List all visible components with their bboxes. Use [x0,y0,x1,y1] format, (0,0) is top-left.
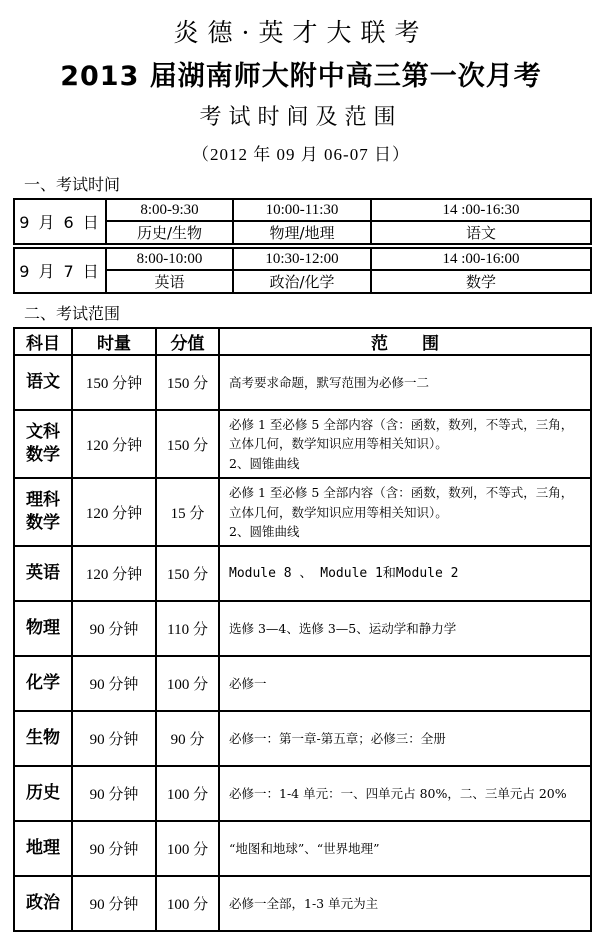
scope-line: 2、圆锥曲线 [229,455,300,471]
session-subject-cell: 数学 [371,270,591,293]
session-subject-cell: 英语 [106,270,233,293]
duration-cell: 150 分钟 [72,355,156,410]
scope-row-chemistry [14,656,591,711]
score-cell: 100 分 [156,766,219,821]
scope-row-geography [14,821,591,876]
subject-cell: 政治 [14,876,72,931]
duration-cell: 90 分钟 [72,601,156,656]
page-title-main: 2013 届湖南师大附中高三第一次月考 [60,61,542,92]
exam-date-cell: 9 月 6 日 [14,199,106,244]
subject-cell: 理科数学 [14,478,72,546]
scope-line: 选修 3—4、选修 3—5、运动学和静力学 [229,621,457,637]
scope-cell [219,601,591,656]
session-subject-cell: 物理/地理 [233,221,371,244]
scope-table [13,327,592,932]
score-cell: 100 分 [156,656,219,711]
header-score: 分值 [156,328,219,355]
score-cell: 150 分 [156,546,219,601]
scope-cell [219,711,591,766]
scope-cell [219,546,591,601]
subject-cell: 物理 [14,601,72,656]
session-time-cell: 8:00-10:00 [106,248,233,270]
duration-cell: 90 分钟 [72,711,156,766]
score-cell: 100 分 [156,876,219,931]
session-time-cell: 14 :00-16:00 [371,248,591,270]
exam-date-cell: 9 月 7 日 [14,248,106,293]
scope-line: 必修 1 至必修 5 全部内容（含：函数，数列，不等式，三角，立体几何，数学知识应用等相关知识）。 [229,417,574,452]
duration-cell: 90 分钟 [72,821,156,876]
scope-cell [219,355,591,410]
schedule-row-times [14,248,591,270]
scope-cell [219,656,591,711]
duration-cell: 120 分钟 [72,478,156,546]
score-cell: 150 分 [156,410,219,478]
duration-cell: 120 分钟 [72,546,156,601]
scope-cell [219,478,591,546]
session-time-cell: 10:00-11:30 [233,199,371,221]
scope-line: 2、圆锥曲线 [229,523,300,539]
section-exam-scope-label: 二、考试范围 [24,304,121,323]
scope-header-row [14,328,591,355]
scope-row-physics [14,601,591,656]
subject-cell: 地理 [14,821,72,876]
header-duration: 时量 [72,328,156,355]
scope-line: 必修一：1-4 单元：一、四单元占 80%，二、三单元占 20% [229,786,567,802]
subject-cell: 语文 [14,355,72,410]
scope-cell [219,766,591,821]
subject-cell: 生物 [14,711,72,766]
scope-line: 必修 1 至必修 5 全部内容（含：函数，数列，不等式，三角，立体几何，数学知识应用等相关知识）。 [229,485,574,520]
duration-cell: 120 分钟 [72,410,156,478]
session-time-cell: 14 :00-16:30 [371,199,591,221]
scope-line: 高考要求命题，默写范围为必修一二 [229,374,430,390]
session-subject-cell: 历史/生物 [106,221,233,244]
schedule-table-day1 [13,198,592,245]
exam-date-range: （2012 年 09 月 06-07 日） [192,145,410,164]
scope-line: 必修一全部，1-3 单元为主 [229,896,379,912]
subject-cell: 文科数学 [14,410,72,478]
scope-line: “地图和地球”、“世界地理” [229,841,380,857]
scope-line: Module 8 、 Module 1和Module 2 [229,565,459,581]
scope-line: 必修一：第一章-第五章；必修三：全册 [229,731,446,747]
scope-line: 必修一 [229,676,267,692]
section-exam-time-label: 一、考试时间 [24,175,121,194]
scope-row-history [14,766,591,821]
session-subject-cell: 政治/化学 [233,270,371,293]
duration-cell: 90 分钟 [72,766,156,821]
header-subject: 科目 [14,328,72,355]
page-title-sub: 考试时间及范围 [199,105,403,130]
scope-row-politics [14,876,591,931]
subject-cell: 历史 [14,766,72,821]
schedule-row-times [14,199,591,221]
subject-cell: 英语 [14,546,72,601]
session-time-cell: 10:30-12:00 [233,248,371,270]
scope-cell [219,876,591,931]
duration-cell: 90 分钟 [72,876,156,931]
subject-cell: 化学 [14,656,72,711]
schedule-table-day2 [13,247,592,294]
session-time-cell: 8:00-9:30 [106,199,233,221]
score-cell: 90 分 [156,711,219,766]
scope-row-science-math [14,478,591,546]
score-cell: 150 分 [156,355,219,410]
score-cell: 15 分 [156,478,219,546]
score-cell: 110 分 [156,601,219,656]
session-subject-cell: 语文 [371,221,591,244]
duration-cell: 90 分钟 [72,656,156,711]
score-cell: 100 分 [156,821,219,876]
header-scope: 范 围 [219,328,591,355]
scope-cell [219,821,591,876]
scope-row-english [14,546,591,601]
scope-row-chinese [14,355,591,410]
scope-row-liberal-math [14,410,591,478]
page-title-brand: 炎德·英才大联考 [173,18,429,47]
scope-row-biology [14,711,591,766]
scope-cell [219,410,591,478]
